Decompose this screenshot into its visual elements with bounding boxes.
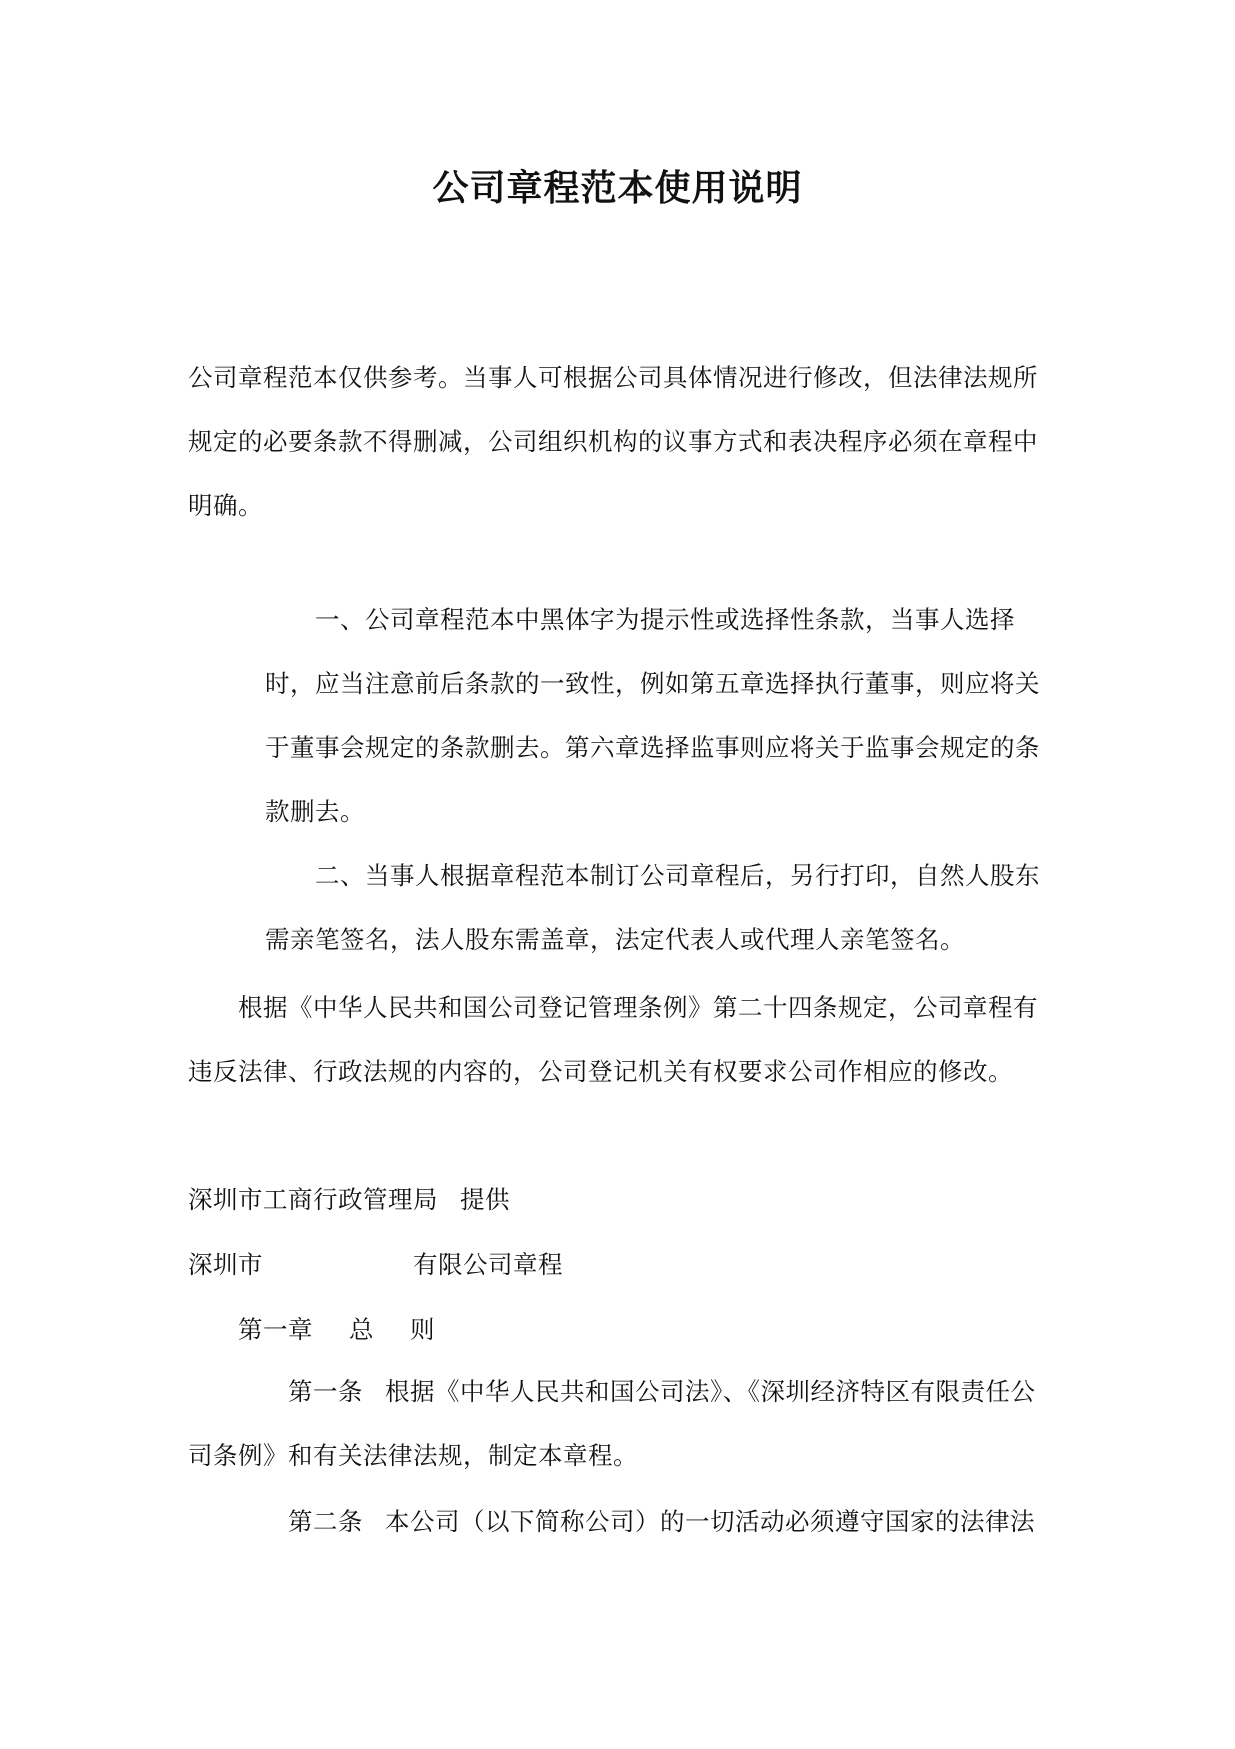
instruction-item-1: 一、公司章程范本中黑体字为提示性或选择性条款，当事人选择时，应当注意前后条款的一致性，例如第五章选择执行董事，则应将关于董事会规定的条款删去。第六章选择监事则应将关于监事会规定的条款删去。: [265, 605, 1040, 826]
article-1: [188, 1360, 1050, 1488]
intro-paragraph: 公司章程范本仅供参考。当事人可根据公司具体情况进行修改，但法律法规所规定的必要条款不得删减，公司组织机构的议事方式和表决程序必须在章程中明确。: [188, 363, 1038, 520]
charter-city: 深圳市: [188, 1250, 263, 1279]
article-2: [188, 1490, 1050, 1554]
article-2-label: 第二条: [288, 1507, 363, 1536]
provider-name: 深圳市工商行政管理局: [188, 1185, 438, 1214]
chapter-title-part2: 则: [410, 1315, 435, 1344]
charter-title-line: [188, 1245, 563, 1285]
legal-note-paragraph: 根据《中华人民共和国公司登记管理条例》第二十四条规定，公司章程有违反法律、行政法规的内容的，公司登记机关有权要求公司作相应的修改。: [188, 993, 1038, 1086]
provider-line: [188, 1180, 510, 1220]
article-1-text: 根据《中华人民共和国公司法》、《深圳经济特区有限责任公司条例》和有关法律法规，制定本章程。: [188, 1377, 1036, 1470]
article-1-label: 第一条: [288, 1377, 363, 1406]
chapter-title-part1: 总: [349, 1315, 374, 1344]
article-2-text: 本公司（以下简称公司）的一切活动必须遵守国家的法律法: [385, 1507, 1035, 1536]
document-title: 公司章程范本使用说明: [432, 168, 803, 209]
provider-note: 提供: [460, 1185, 510, 1214]
chapter-heading: [238, 1310, 435, 1350]
chapter-number: 第一章: [238, 1315, 313, 1344]
instruction-item-2: 二、当事人根据章程范本制订公司章程后，另行打印，自然人股东需亲笔签名，法人股东需盖章，法定代表人或代理人亲笔签名。: [265, 861, 1040, 954]
charter-suffix: 有限公司章程: [413, 1250, 563, 1279]
